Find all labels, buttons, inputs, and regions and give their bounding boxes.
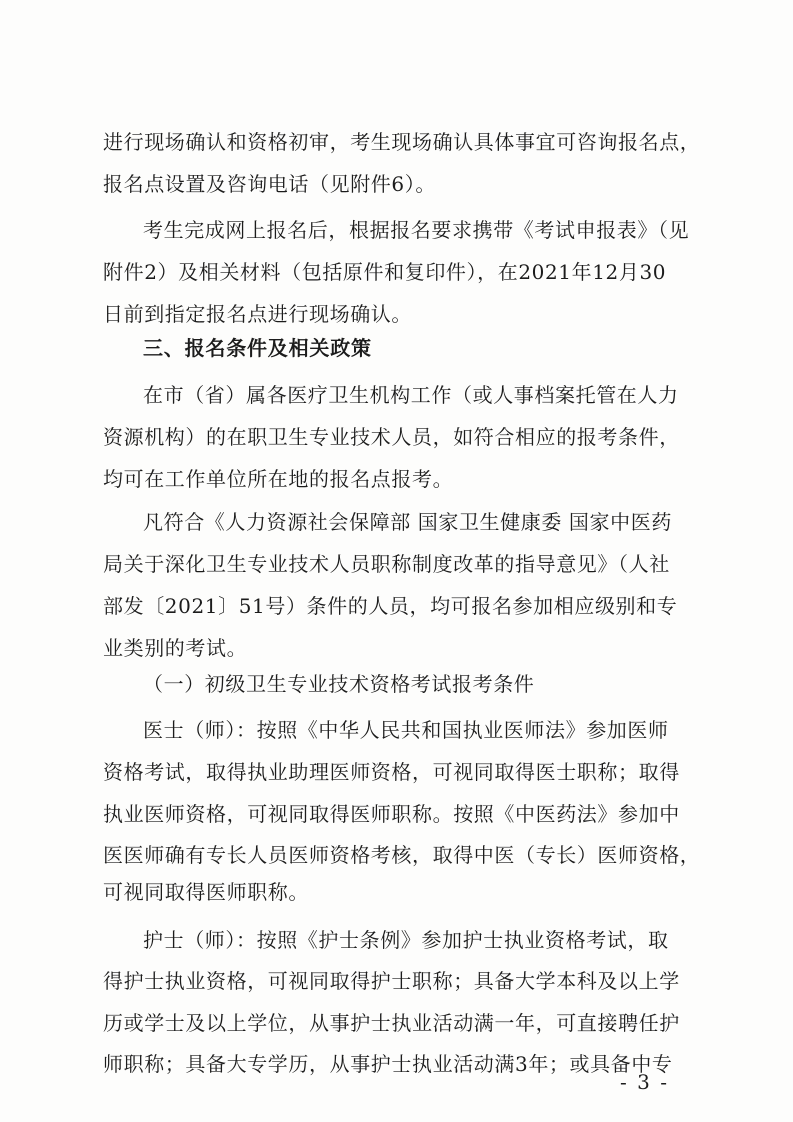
paragraph-line: 医医师确有专长人员医师资格考核，取得中医（专长）医师资格， (103, 843, 701, 867)
paragraph-line: 日前到指定报名点进行现场确认。 (103, 302, 412, 326)
paragraph-line: 师职称；具备大专学历，从事护士执业活动满3年；或具备中专 (103, 1052, 673, 1076)
paragraph-line: 均可在工作单位所在地的报名点报考。 (103, 467, 454, 491)
paragraph-line: 资源机构）的在职卫生专业技术人员，如符合相应的报考条件， (103, 425, 680, 449)
paragraph-line: 部发〔2021〕51号）条件的人员，均可报名参加相应级别和专 (103, 594, 678, 618)
paragraph-line: 局关于深化卫生专业技术人员职称制度改革的指导意见》（人社 (103, 552, 670, 576)
paragraph-line: 资格考试，取得执业助理医师资格，可视同取得医士职称；取得 (103, 760, 680, 784)
paragraph-line: 护士（师）：按照《护士条例》参加护士执业资格考试，取 (143, 928, 669, 952)
paragraph-line: 附件2）及相关材料（包括原件和复印件），在2021年12月30 (103, 260, 667, 284)
paragraph-line: 报名点设置及咨询电话（见附件6）。 (103, 172, 436, 196)
paragraph-line: 进行现场确认和资格初审，考生现场确认具体事宜可咨询报名点， (103, 130, 701, 154)
paragraph-line: 业类别的考试。 (103, 636, 248, 660)
subsection-heading: （一）初级卫生专业技术资格考试报考条件 (143, 672, 535, 696)
paragraph-line: 在市（省）属各医疗卫生机构工作（或人事档案托管在人力 (143, 383, 679, 407)
paragraph-line: 历或学士及以上学位，从事护士执业活动满一年，可直接聘任护 (103, 1011, 680, 1035)
page-number: - 3 - (620, 1070, 669, 1094)
paragraph-line: 凡符合《人力资源社会保障部 国家卫生健康委 国家中医药 (143, 510, 672, 534)
paragraph-line: 可视同取得医师职称。 (103, 880, 309, 904)
paragraph-line: 得护士执业资格，可视同取得护士职称；具备大学本科及以上学 (103, 969, 680, 993)
paragraph-line: 执业医师资格，可视同取得医师职称。按照《中医药法》参加中 (103, 802, 680, 826)
paragraph-line: 考生完成网上报名后，根据报名要求携带《考试申报表》（见 (143, 218, 690, 242)
paragraph-line: 医士（师）：按照《中华人民共和国执业医师法》参加医师 (143, 718, 669, 742)
section-heading: 三、报名条件及相关政策 (143, 336, 372, 360)
